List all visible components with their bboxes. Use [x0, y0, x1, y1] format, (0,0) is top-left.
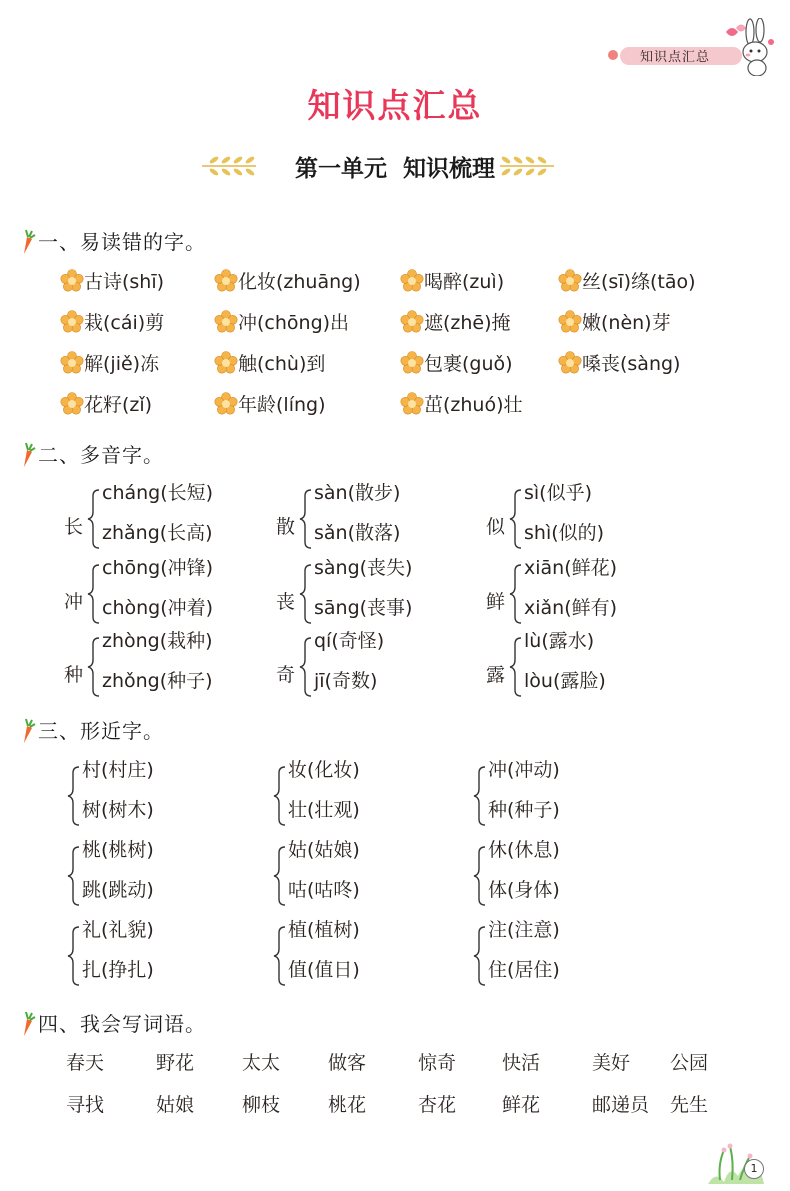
misread-text: 茁(zhuó)壮: [424, 394, 523, 416]
flower-icon: [400, 269, 424, 293]
misread-item: [214, 308, 349, 335]
polyphone-char: 长: [64, 516, 84, 538]
polyphone-group: [486, 630, 676, 706]
reading-line: zhǒng(种子): [102, 670, 213, 692]
misread-item: [558, 349, 680, 376]
header-tag-label: 知识点汇总: [640, 50, 711, 65]
brace-icon: [86, 563, 100, 625]
misread-item: [400, 390, 523, 417]
similar-char-line: 注(注意): [488, 919, 560, 941]
misread-item: [400, 267, 504, 294]
brace-icon: [298, 488, 312, 550]
brace-icon: [86, 488, 100, 550]
reading-line: chōng(冲锋): [102, 557, 214, 579]
misread-item: [214, 390, 326, 417]
word-item: 寻找: [66, 1094, 105, 1116]
flower-dot-icon: [608, 50, 618, 60]
reading-line: chòng(冲着): [102, 597, 214, 619]
similar-char-group: [272, 919, 422, 995]
brace-icon: [472, 765, 486, 827]
misread-item: [214, 349, 325, 376]
polyphone-char: 散: [276, 516, 296, 538]
reading-line: sì(似乎): [524, 482, 593, 504]
similar-char-line: 种(种子): [488, 799, 560, 821]
similar-char-line: 扎(挣扎): [82, 959, 154, 981]
polyphone-group: [276, 557, 466, 633]
reading-line: shì(似的): [524, 522, 605, 544]
reading-line: sàn(散步): [314, 482, 401, 504]
wheat-decoration-icon: [498, 152, 556, 180]
word-item: 杏花: [418, 1094, 457, 1116]
similar-char-line: 跳(跳动): [82, 879, 154, 901]
word-item: 桃花: [328, 1094, 367, 1116]
brace-icon: [272, 845, 286, 907]
reading-line: cháng(长短): [102, 482, 214, 504]
similar-char-line: 树(树木): [82, 799, 154, 821]
similar-char-line: 住(居住): [488, 959, 560, 981]
reading-line: sàng(丧失): [314, 557, 413, 579]
similar-char-line: 桃(桃树): [82, 839, 154, 861]
similar-char-group: [472, 759, 622, 835]
page-number: 1: [744, 1159, 764, 1179]
brace-icon: [86, 636, 100, 698]
brace-icon: [508, 563, 522, 625]
similar-char-line: 村(村庄): [82, 759, 154, 781]
reading-line: zhòng(栽种): [102, 630, 213, 652]
polyphone-group: [486, 557, 676, 633]
brace-icon: [66, 765, 80, 827]
unit-number: 第一单元: [295, 156, 387, 182]
word-item: 美好: [592, 1052, 631, 1074]
similar-char-line: 妆(化妆): [288, 759, 360, 781]
brace-icon: [298, 563, 312, 625]
word-item: 邮递员: [592, 1094, 650, 1116]
flower-icon: [558, 310, 582, 334]
brace-icon: [508, 488, 522, 550]
misread-text: 喝醉(zuì): [424, 271, 505, 293]
polyphone-char: 露: [486, 664, 506, 686]
polyphone-char: 种: [64, 664, 84, 686]
similar-char-line: 咕(咕咚): [288, 879, 360, 901]
misread-item: [60, 308, 164, 335]
polyphone-group: [64, 482, 254, 558]
brace-icon: [66, 925, 80, 987]
unit-name: 知识梳理: [403, 156, 495, 182]
polyphone-char: 似: [486, 516, 506, 538]
polyphone-group: [64, 630, 254, 706]
misread-item: [60, 390, 152, 417]
similar-char-group: [66, 839, 216, 915]
bunny-icon: [722, 18, 778, 76]
reading-line: lù(露水): [524, 630, 595, 652]
word-item: 先生: [670, 1094, 709, 1116]
reading-line: zhǎng(长高): [102, 522, 213, 544]
carrot-icon: [18, 229, 36, 255]
misread-text: 嫩(nèn)芽: [582, 312, 671, 334]
carrot-icon: [18, 1011, 36, 1037]
flower-icon: [60, 310, 84, 334]
flower-icon: [60, 269, 84, 293]
word-item: 快活: [502, 1052, 541, 1074]
reading-line: jī(奇数): [314, 670, 378, 692]
misread-text: 丝(sī)绦(tāo): [582, 271, 696, 293]
section-heading: 一、易读错的字。: [18, 226, 206, 255]
word-item: 惊奇: [418, 1052, 457, 1074]
similar-char-group: [66, 919, 216, 995]
flower-icon: [400, 351, 424, 375]
brace-icon: [508, 636, 522, 698]
similar-char-line: 体(身体): [488, 879, 560, 901]
misread-text: 触(chù)到: [238, 353, 326, 375]
word-item: 太太: [242, 1052, 281, 1074]
section-heading: 二、多音字。: [18, 439, 164, 468]
similar-char-line: 壮(壮观): [288, 799, 360, 821]
polyphone-group: [486, 482, 676, 558]
polyphone-char: 冲: [64, 591, 84, 613]
word-item: 春天: [66, 1052, 105, 1074]
brace-icon: [66, 845, 80, 907]
brace-icon: [472, 925, 486, 987]
word-item: 柳枝: [242, 1094, 281, 1116]
flower-icon: [214, 351, 238, 375]
reading-line: lòu(露脸): [524, 670, 606, 692]
reading-line: sǎn(散落): [314, 522, 401, 544]
misread-text: 年龄(líng): [238, 394, 326, 416]
misread-item: [214, 267, 361, 294]
unit-title: [0, 150, 790, 183]
similar-char-group: [472, 919, 622, 995]
flower-icon: [400, 392, 424, 416]
misread-text: 嗓丧(sàng): [582, 353, 681, 375]
reading-line: xiǎn(鲜有): [524, 597, 618, 619]
polyphone-group: [64, 557, 254, 633]
carrot-icon: [18, 442, 36, 468]
flower-icon: [400, 310, 424, 334]
misread-item: [60, 349, 159, 376]
reading-line: xiān(鲜花): [524, 557, 618, 579]
similar-char-line: 礼(礼貌): [82, 919, 154, 941]
misread-text: 花籽(zǐ): [84, 394, 153, 416]
brace-icon: [298, 636, 312, 698]
similar-char-line: 植(植树): [288, 919, 360, 941]
brace-icon: [272, 765, 286, 827]
carrot-icon: [18, 718, 36, 744]
polyphone-char: 鲜: [486, 591, 506, 613]
similar-char-group: [272, 759, 422, 835]
misread-item: [400, 308, 511, 335]
brace-icon: [472, 845, 486, 907]
polyphone-char: 丧: [276, 591, 296, 613]
misread-text: 化妆(zhuāng): [238, 271, 361, 293]
misread-item: [558, 267, 696, 294]
section-heading: 四、我会写词语。: [18, 1008, 206, 1037]
flower-icon: [60, 392, 84, 416]
flower-icon: [558, 269, 582, 293]
similar-char-line: 休(休息): [488, 839, 560, 861]
polyphone-char: 奇: [276, 664, 296, 686]
word-item: 做客: [328, 1052, 367, 1074]
word-item: 公园: [670, 1052, 709, 1074]
similar-char-line: 姑(姑娘): [288, 839, 360, 861]
misread-text: 包裹(guǒ): [424, 353, 513, 375]
misread-item: [558, 308, 671, 335]
flower-icon: [214, 269, 238, 293]
polyphone-group: [276, 630, 466, 706]
similar-char-line: 冲(冲动): [488, 759, 560, 781]
flower-icon: [558, 351, 582, 375]
flower-icon: [214, 310, 238, 334]
page-title: 知识点汇总: [307, 86, 483, 125]
similar-char-group: [472, 839, 622, 915]
misread-text: 栽(cái)剪: [84, 312, 165, 334]
similar-char-line: 值(值日): [288, 959, 360, 981]
misread-text: 解(jiě)冻: [84, 353, 160, 375]
misread-item: [400, 349, 513, 376]
flower-icon: [60, 351, 84, 375]
misread-text: 遮(zhē)掩: [424, 312, 511, 334]
misread-item: [60, 267, 164, 294]
polyphone-group: [276, 482, 466, 558]
flower-icon: [214, 392, 238, 416]
word-item: 野花: [156, 1052, 195, 1074]
section-heading: 三、形近字。: [18, 715, 164, 744]
similar-char-group: [66, 759, 216, 835]
reading-line: qí(奇怪): [314, 630, 385, 652]
word-item: 鲜花: [502, 1094, 541, 1116]
word-item: 姑娘: [156, 1094, 195, 1116]
reading-line: sāng(丧事): [314, 597, 413, 619]
misread-text: 古诗(shī): [84, 271, 165, 293]
similar-char-group: [272, 839, 422, 915]
misread-text: 冲(chōng)出: [238, 312, 350, 334]
brace-icon: [272, 925, 286, 987]
